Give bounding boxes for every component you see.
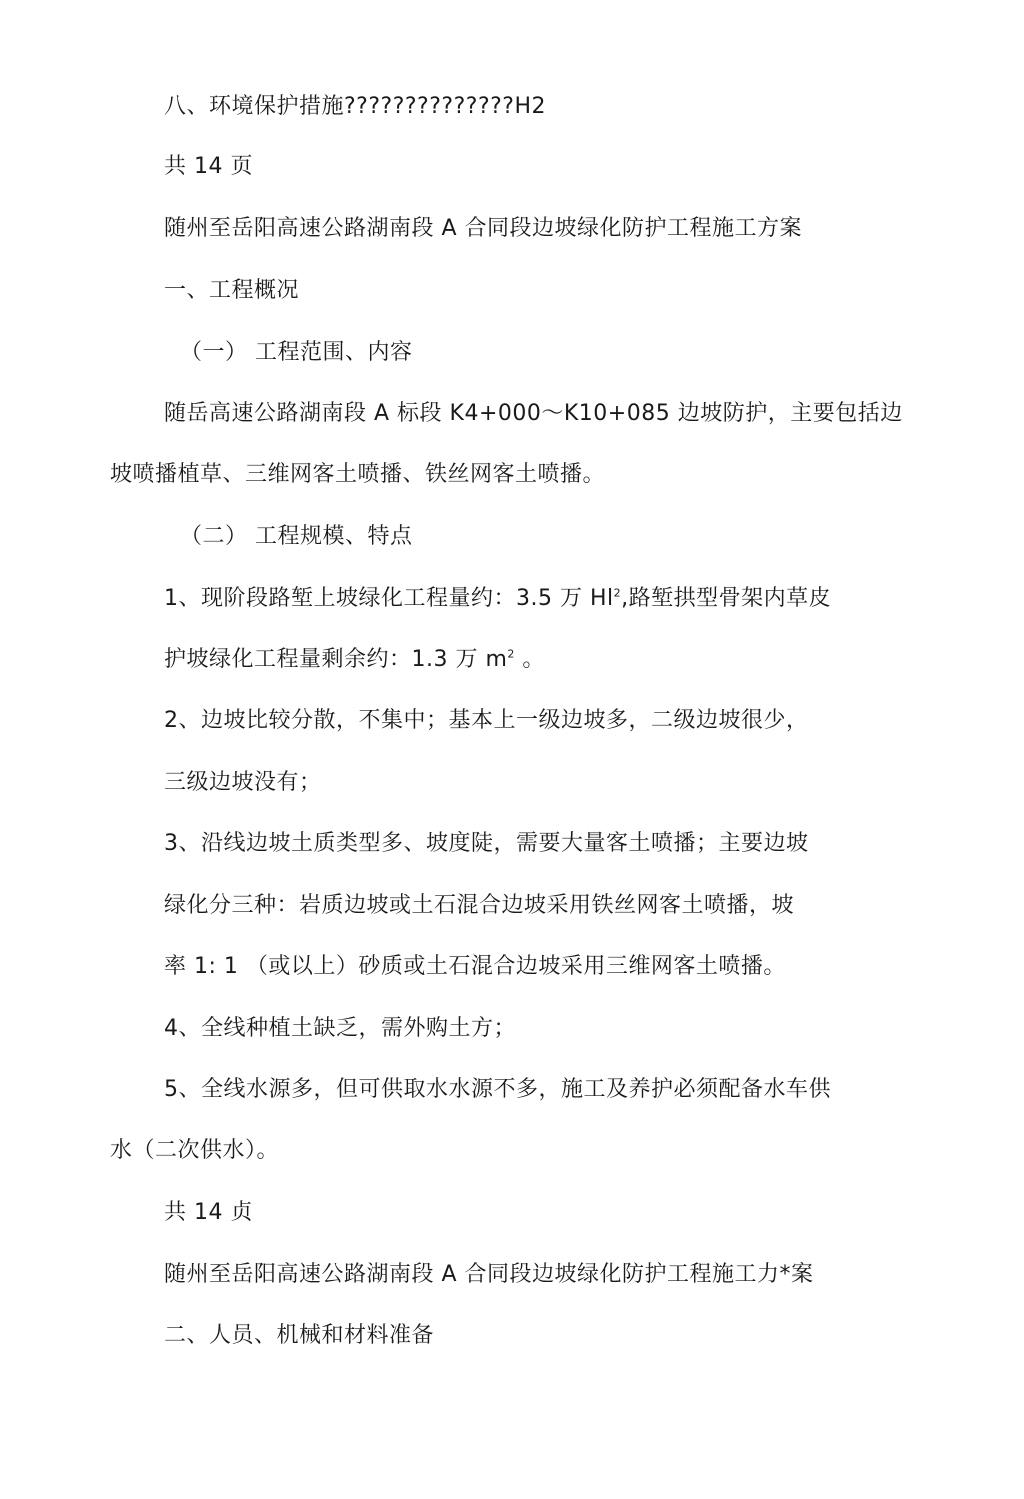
paragraph-line: 3、沿线边坡土质类型多、坡度陡，需要大量客土喷播；主要边坡 xyxy=(164,831,809,856)
section-heading-2: 二、人员、机械和材料准备 xyxy=(164,1323,435,1348)
paragraph-line: 率 1: 1 （或以上）砂质或土石混合边坡采用三维网客土喷播。 xyxy=(164,954,786,979)
paragraph-line: 护坡绿化工程量剩余约：1.3 万 $m^2$ 。 xyxy=(164,647,545,672)
paragraph-line: 绿化分三种：岩质边坡或土石混合边坡采用铁丝网客土喷播，坡 xyxy=(164,893,795,918)
paragraph-line: 随岳高速公路湖南段 A 标段 K4+000～K10+085 边坡防护，主要包括边 xyxy=(164,401,903,426)
paragraph-line: 5、全线水源多，但可供取水水源不多，施工及养护必须配备水车供 xyxy=(164,1077,831,1102)
page-count: 共 14 贞 xyxy=(164,1200,253,1225)
paragraph-line: 水（二次供水）。 xyxy=(110,1138,280,1163)
document-title: 随州至岳阳高速公路湖南段 A 合同段边坡绿化防护工程施工力*案 xyxy=(164,1262,814,1287)
paragraph-line: 坡喷播植草、三维网客土喷播、铁丝网客土喷播。 xyxy=(110,462,606,487)
paragraph-line: 三级边坡没有； xyxy=(164,770,322,795)
subsection-heading-2: （二） 工程规模、特点 xyxy=(180,524,413,549)
section-heading-1: 一、工程概况 xyxy=(164,278,300,303)
subsection-heading-1: （一） 工程范围、内容 xyxy=(180,340,413,365)
toc-line: 八、环境保护措施??????????????H2 xyxy=(164,94,547,119)
document-title: 随州至岳阳高速公路湖南段 A 合同段边坡绿化防护工程施工方案 xyxy=(164,216,803,241)
paragraph-line: 1、现阶段路堑上坡绿化工程量约：3.5 万 Hl$^2$,路堑拱型骨架内草皮 xyxy=(164,586,832,611)
page-count: 共 14 页 xyxy=(164,154,253,179)
paragraph-line: 4、全线种植土缺乏，需外购土方； xyxy=(164,1016,516,1041)
paragraph-line: 2、边坡比较分散，不集中；基本上一级边坡多，二级边坡很少， xyxy=(164,708,809,733)
